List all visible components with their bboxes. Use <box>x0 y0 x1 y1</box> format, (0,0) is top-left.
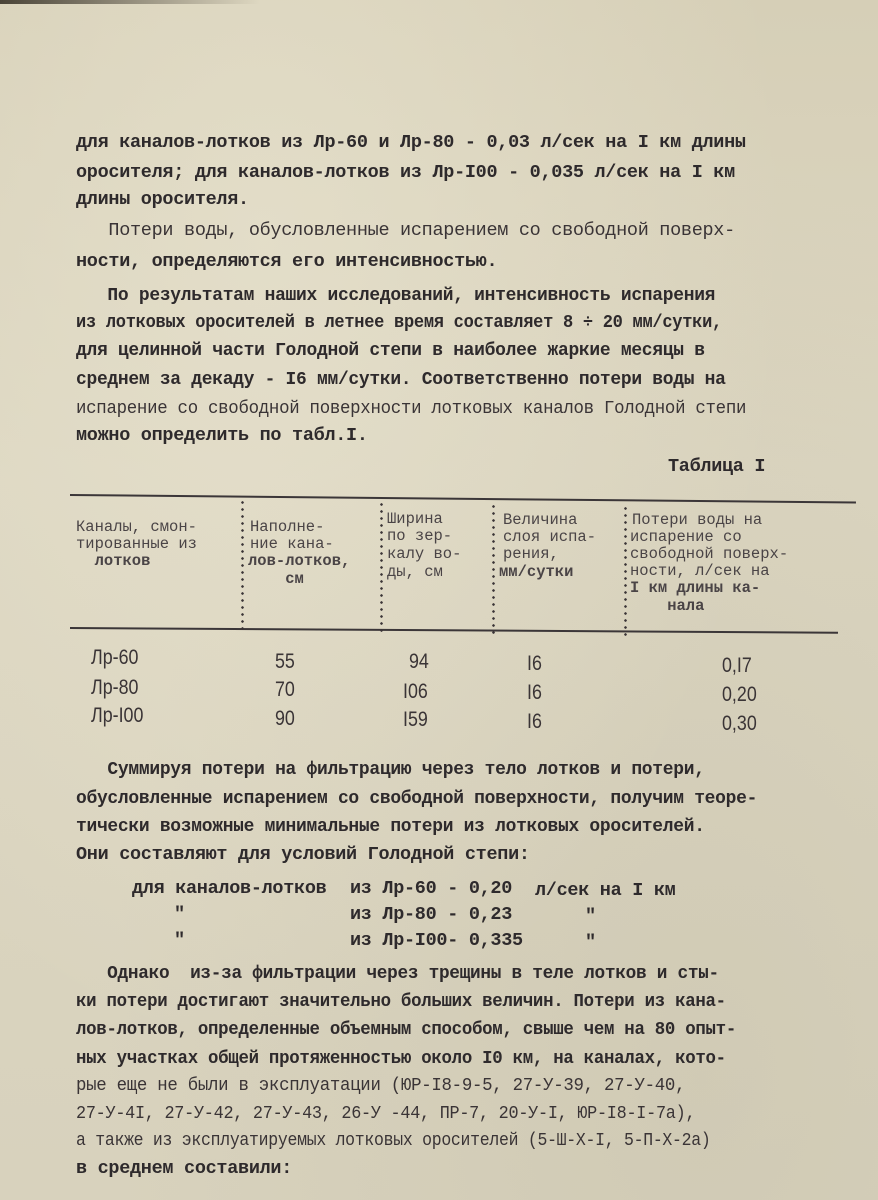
cell-channel: Лр-60 <box>91 646 139 669</box>
text-line: оросителя; для каналов-лотков из Лр-I00 - 0,035 л/сек на I км <box>76 162 735 183</box>
header-line: лотков <box>76 552 151 570</box>
text-line: тически возможные минимальные потери из лотковых оросителей. <box>76 816 705 837</box>
cell-evaporation: I6 <box>527 681 542 704</box>
text-line: Потери воды, обусловленные испарением со свободной поверх- <box>76 220 735 241</box>
list-value: из Лр-60 - 0,20 <box>350 878 513 899</box>
table-top-rule <box>70 494 856 504</box>
cell-channel: Лр-I00 <box>91 704 144 727</box>
cell-width: I06 <box>403 680 428 703</box>
text-line: рые еще не были в эксплуатации (ЮР-I8-9-5, 27-У-39, 27-У-40, <box>76 1075 686 1096</box>
header-line: по зер- <box>387 527 453 545</box>
header-line: Ширина <box>387 510 443 528</box>
header-line: мм/сутки <box>499 563 574 581</box>
header-line: Наполне- <box>250 518 325 536</box>
page-edge-shadow <box>0 0 260 4</box>
cell-evaporation: I6 <box>527 710 542 733</box>
list-lead: " <box>174 930 185 951</box>
text-line: Суммируя потери на фильтрацию через тело лотков и потери, <box>76 759 705 780</box>
text-line: длины оросителя. <box>76 189 249 210</box>
column-divider <box>241 499 244 633</box>
list-lead: для каналов-лотков <box>132 878 327 899</box>
cell-evaporation: I6 <box>527 652 542 675</box>
header-line: калу во- <box>387 545 462 563</box>
header-line: I км длины ка- <box>630 579 761 597</box>
header-line: Потери воды на <box>632 511 763 529</box>
cell-width: I59 <box>403 708 428 731</box>
text-line: 27-У-4I, 27-У-42, 27-У-43, 26-У -44, ПР-7, 20-У-I, ЮР-I8-I-7а), <box>76 1103 696 1124</box>
table-header-bottom-rule <box>70 627 838 634</box>
cell-width: 94 <box>409 650 429 673</box>
header-line: тированные из <box>76 535 197 553</box>
text-line: Однако из-за фильтрации через трещины в теле лотков и сты- <box>76 963 719 984</box>
text-line: из лотковых оросителей в летнее время составляет 8 ÷ 20 мм/сутки, <box>76 312 722 333</box>
header-line: лов-лотков, <box>248 552 351 570</box>
list-unit: " <box>585 906 596 927</box>
text-line: среднем за декаду - I6 мм/сутки. Соответственно потери воды на <box>76 369 726 390</box>
text-line: Они составляют для условий Голодной степи: <box>76 844 530 865</box>
column-divider <box>380 501 383 635</box>
header-line: ние кана- <box>250 535 334 553</box>
text-line: ных участках общей протяженностью около I0 км, на каналах, кото- <box>76 1048 726 1069</box>
list-unit: " <box>585 932 596 953</box>
text-line: а также из эксплуатируемых лотковых оросителей (5-Ш-Х-I, 5-П-Х-2а) <box>76 1130 711 1151</box>
cell-filling: 70 <box>275 678 295 701</box>
cell-channel: Лр-80 <box>91 676 139 699</box>
header-line: Каналы, смон- <box>76 518 197 536</box>
list-value: из Лр-I00- 0,335 <box>350 930 523 951</box>
table-caption: Таблица I <box>668 456 766 477</box>
text-line: обусловленные испарением со свободной поверхности, получим теоре- <box>76 788 758 809</box>
text-line: для каналов-лотков из Лр-60 и Лр-80 - 0,03 л/сек на I км длины <box>76 132 746 153</box>
text-line: в среднем составили: <box>76 1158 293 1179</box>
list-lead: " <box>174 904 185 925</box>
header-line: рения, <box>503 545 559 563</box>
header-line: свободной поверх- <box>630 545 789 563</box>
cell-filling: 90 <box>275 707 295 730</box>
header-line: ности, л/сек на <box>630 562 770 580</box>
text-line: можно определить по табл.I. <box>76 425 368 446</box>
header-line: см <box>248 570 304 588</box>
header-line: ды, см <box>387 563 443 581</box>
header-line: слоя испа- <box>503 528 597 546</box>
cell-loss: 0,I7 <box>722 654 752 677</box>
column-divider <box>624 505 627 639</box>
text-line: испарение со свободной поверхности лотковых каналов Голодной степи <box>76 398 747 419</box>
text-line: лов-лотков, определенные объемным способом, свыше чем на 80 опыт- <box>76 1019 736 1040</box>
text-line: для целинной части Голодной степи в наиболее жаркие месяцы в <box>76 340 705 361</box>
text-line: По результатам наших исследований, интенсивность испарения <box>76 285 716 306</box>
text-line: ки потери достигают значительно больших величин. Потери из кана- <box>76 991 726 1012</box>
list-unit: л/сек на I км <box>535 880 676 901</box>
cell-loss: 0,20 <box>722 683 757 706</box>
text-line: ности, определяются его интенсивностью. <box>76 251 498 272</box>
cell-loss: 0,30 <box>722 712 757 735</box>
list-value: из Лр-80 - 0,23 <box>350 904 513 925</box>
header-line: нала <box>630 597 705 615</box>
header-line: испарение со <box>630 528 742 546</box>
header-line: Величина <box>503 511 578 529</box>
column-divider <box>492 503 495 637</box>
cell-filling: 55 <box>275 650 295 673</box>
